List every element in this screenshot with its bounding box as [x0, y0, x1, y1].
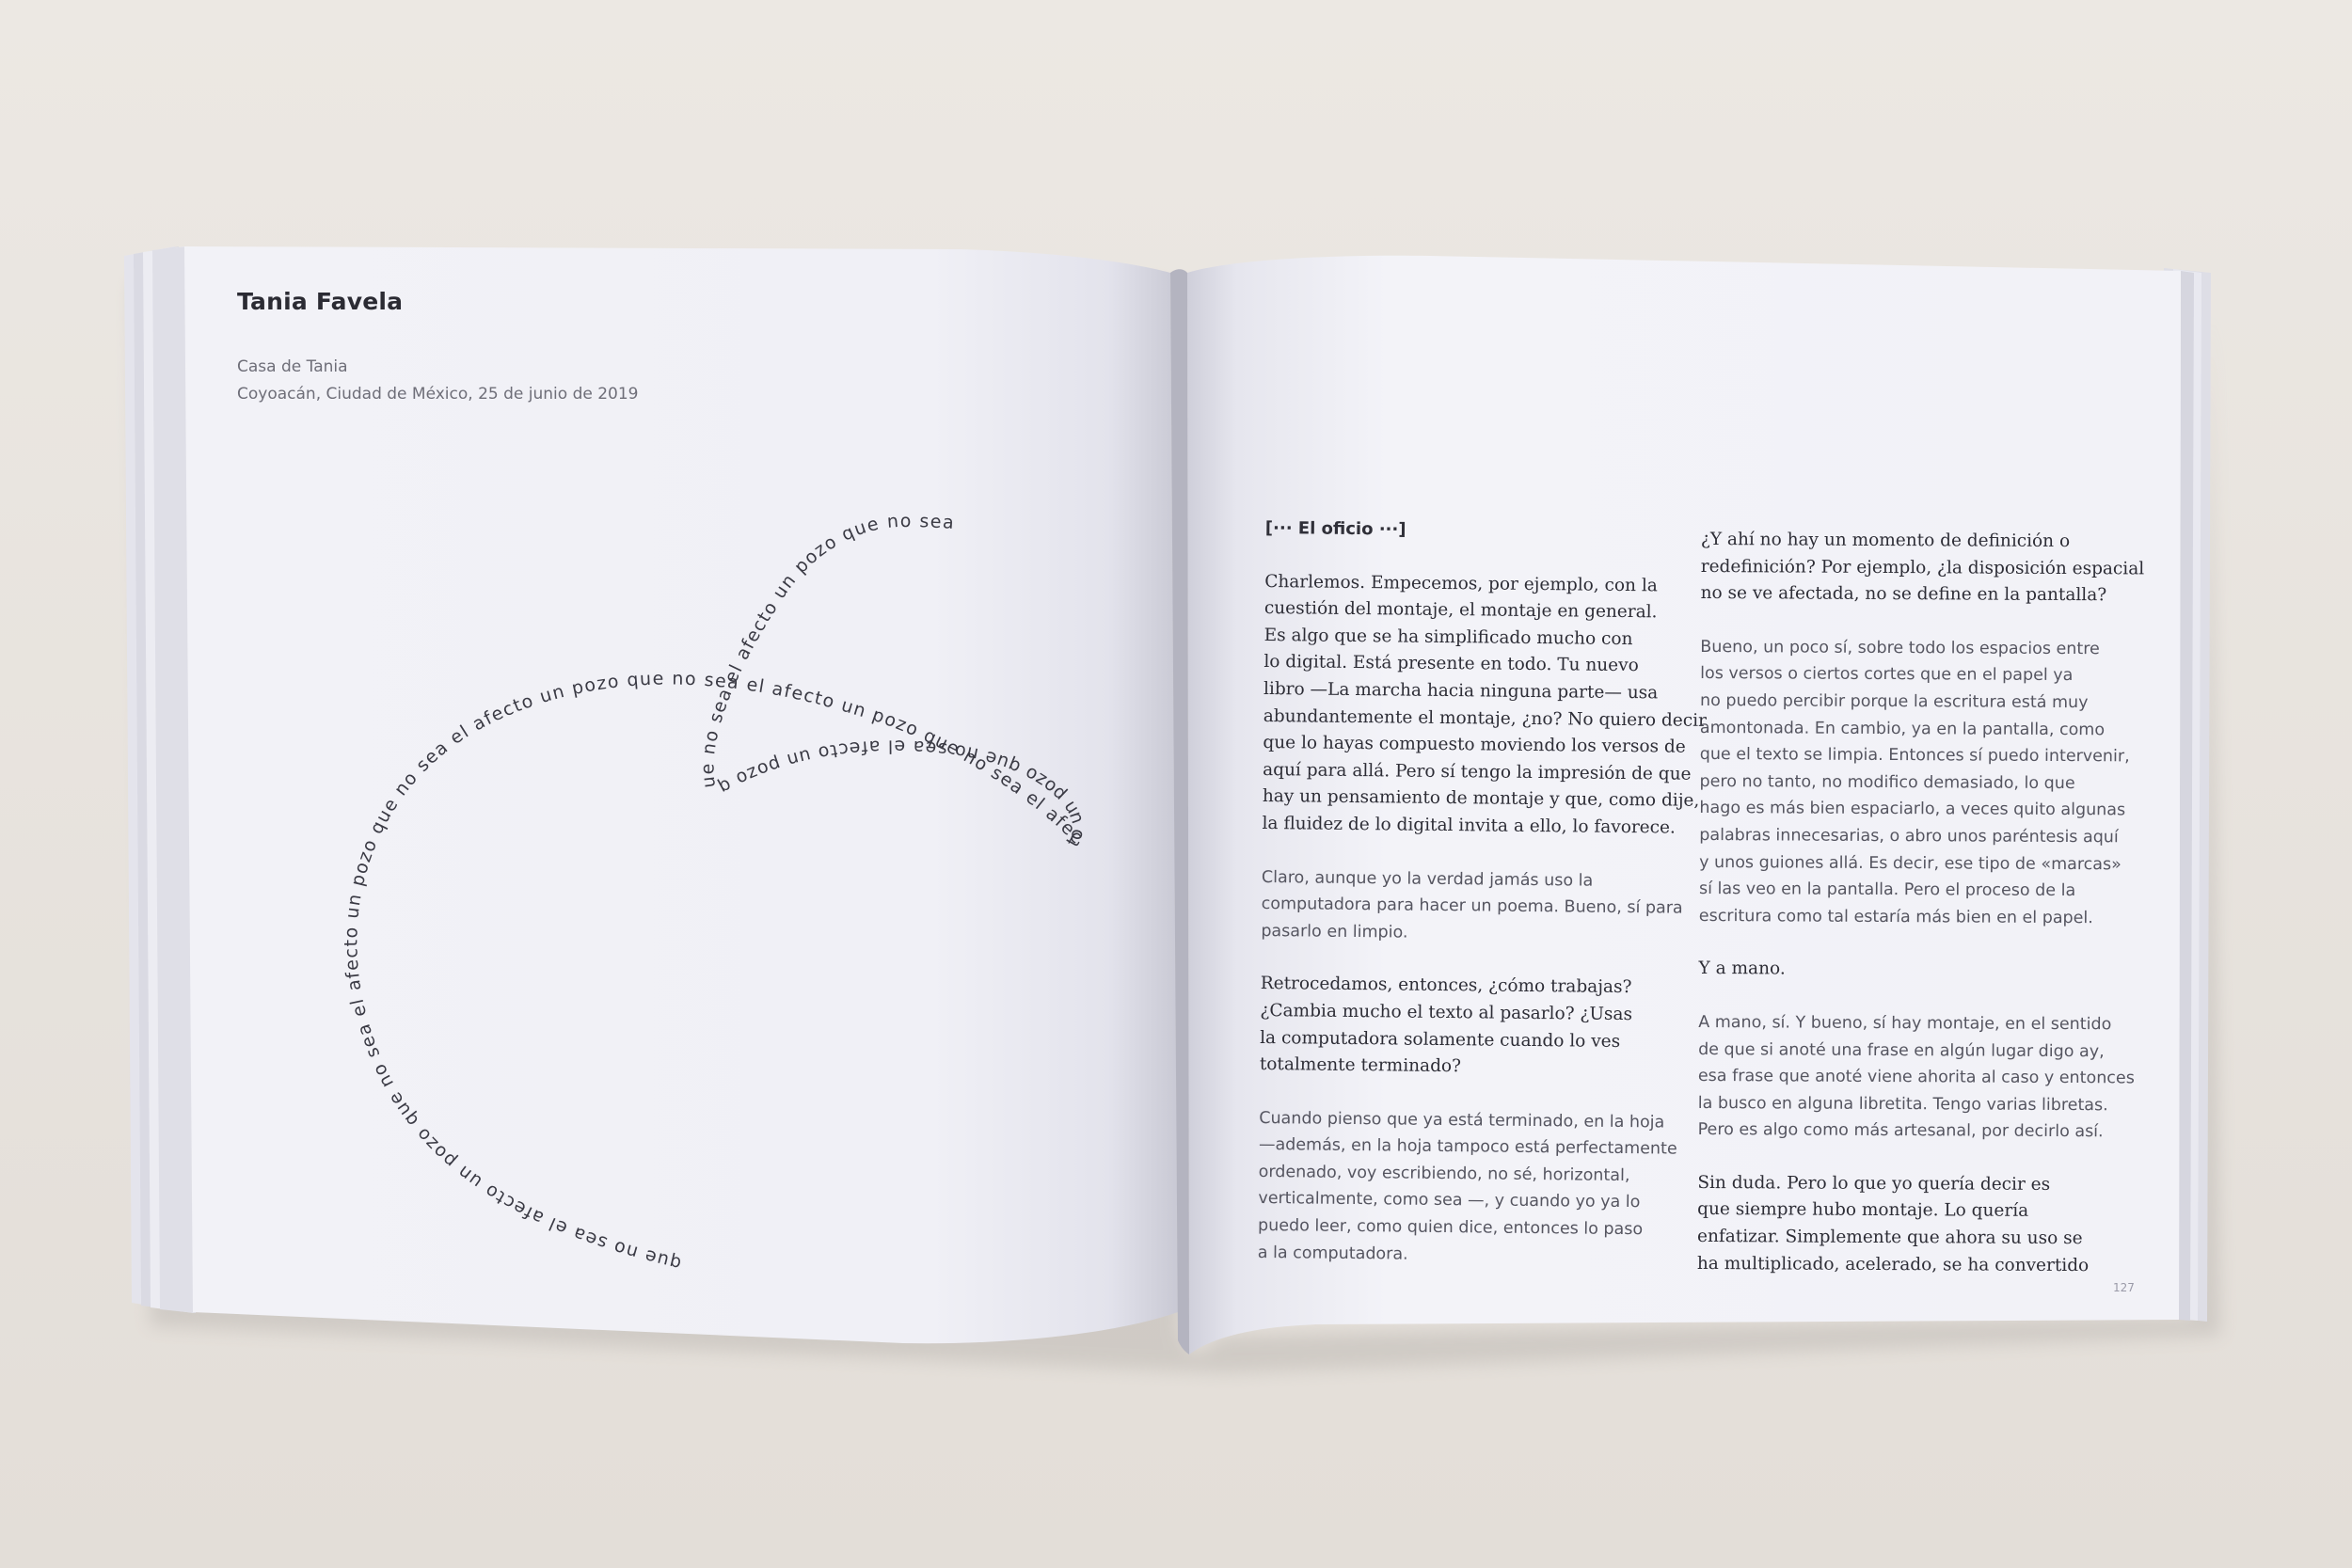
text-line: Es algo que se ha simplificado mucho con [1263, 625, 1633, 649]
text-line: Y a mano. [1698, 958, 1786, 979]
text-line: no puedo percibir porque la escritura está muy [1699, 690, 2089, 713]
text-line: escritura como tal estaría más bien en el papel. [1698, 906, 2093, 927]
text-line: Claro, aunque yo la verdad jamás uso la [1261, 867, 1594, 891]
text-line: y unos guiones allá. Es decir, ese tipo de «marcas» [1699, 852, 2122, 874]
text-line: ¿Y ahí no hay un momento de definición o [1700, 529, 2071, 552]
text-line: palabras innecesarias, o abro unos paréntesis aquí [1699, 825, 2119, 847]
text-line: verticalmente, como sea —, y cuando yo ya lo [1258, 1189, 1641, 1212]
text-line: pero no tanto, no modifico demasiado, lo que [1699, 771, 2075, 793]
page-title: Tania Favela [237, 288, 404, 315]
text-line: libro —La marcha hacia ninguna parte— usa [1263, 678, 1659, 704]
text-line: Pero es algo como más artesanal, por decirlo así. [1697, 1120, 2104, 1142]
text-line: cuestión del montaje, el montaje en general. [1263, 598, 1658, 623]
text-line: los versos o ciertos cortes que en el papel ya [1700, 664, 2074, 686]
text-line: no se ve afectada, no se define en la pantalla? [1700, 583, 2107, 606]
text-line: que siempre hubo montaje. Lo quería [1697, 1199, 2029, 1222]
text-line: la fluidez de lo digital invita a ello, lo favorece. [1262, 813, 1676, 838]
text-line: a la computadora. [1257, 1243, 1408, 1264]
text-line: la busco en alguna libretita. Tengo varias libretas. [1697, 1093, 2108, 1115]
text-line: Sin duda. Pero lo que yo quería decir es [1697, 1172, 2051, 1195]
text-line: hay un pensamiento de montaje y que, como dije, [1262, 786, 1700, 812]
text-line: la computadora solamente cuando lo ves [1260, 1027, 1621, 1052]
text-line: A mano, sí. Y bueno, sí hay montaje, en el sentido [1698, 1012, 2112, 1035]
text-line: aquí para allá. Pero sí tengo la impresión de que [1263, 759, 1692, 784]
text-line: pasarlo en limpio. [1261, 921, 1408, 942]
text-line: Charlemos. Empecemos, por ejemplo, con la [1264, 571, 1658, 595]
text-line: que el texto se limpia. Entonces sí puedo intervenir, [1699, 745, 2130, 767]
right-page [1187, 256, 2181, 1354]
meta-line: Coyoacán, Ciudad de México, 25 de junio de 2019 [237, 385, 639, 404]
section-heading: [··· El oficio ···] [1264, 517, 1406, 540]
text-line: sí las veo en la pantalla. Pero el proceso de la [1698, 879, 2076, 901]
text-line: ¿Cambia mucho el texto al pasarlo? ¿Usas [1260, 1000, 1633, 1025]
text-line: hago es más bien espaciarlo, a veces quito algunas [1699, 799, 2126, 820]
text-line: de que si anoté una frase en algún lugar digo ay, [1698, 1039, 2105, 1061]
text-line: esa frase que anoté viene ahorita al caso y entonces [1697, 1067, 2135, 1088]
text-line: computadora para hacer un poema. Bueno, sí para [1261, 895, 1683, 918]
text-line: totalmente terminado? [1259, 1054, 1462, 1077]
text-line: Bueno, un poco sí, sobre todo los espacios entre [1700, 637, 2100, 659]
text-line: abundantemente el montaje, ¿no? No quiero decir [1263, 705, 1708, 731]
text-line: enfatizar. Simplemente que ahora su uso se [1696, 1227, 2083, 1249]
text-line: Cuando pienso que ya está terminado, en la hoja [1259, 1108, 1665, 1132]
text-line: lo digital. Está presente en todo. Tu nuevo [1263, 652, 1639, 676]
text-line: puedo leer, como quien dice, entonces lo paso [1257, 1216, 1644, 1240]
left-page-edges [124, 246, 196, 1313]
loop-phrase-text: que no sea el afecto un pozo que no sea el afecto un pozo que no sea el afecto un pozo que no sea el afecto un pozo que no sea el afecto un pozo que no sea el afecto un pozo que no sea el afecto un pozo que no sea [341, 510, 1089, 1275]
text-line: ordenado, voy escribiendo, no sé, horizontal, [1258, 1162, 1630, 1185]
text-line: que lo hayas compuesto moviendo los versos de [1263, 733, 1686, 757]
text-line: —además, en la hoja tampoco está perfectamente [1258, 1135, 1677, 1159]
meta-line: Casa de Tania [237, 357, 348, 376]
text-line: redefinición? Por ejemplo, ¿la disposición espacial [1700, 556, 2145, 579]
page-number: 127 [2113, 1281, 2135, 1294]
text-line: Retrocedamos, entonces, ¿cómo trabajas? [1260, 974, 1632, 998]
text-line: amontonada. En cambio, ya en la pantalla, como [1699, 718, 2106, 739]
text-line: ha multiplicado, acelerado, se ha convertido [1696, 1253, 2090, 1275]
